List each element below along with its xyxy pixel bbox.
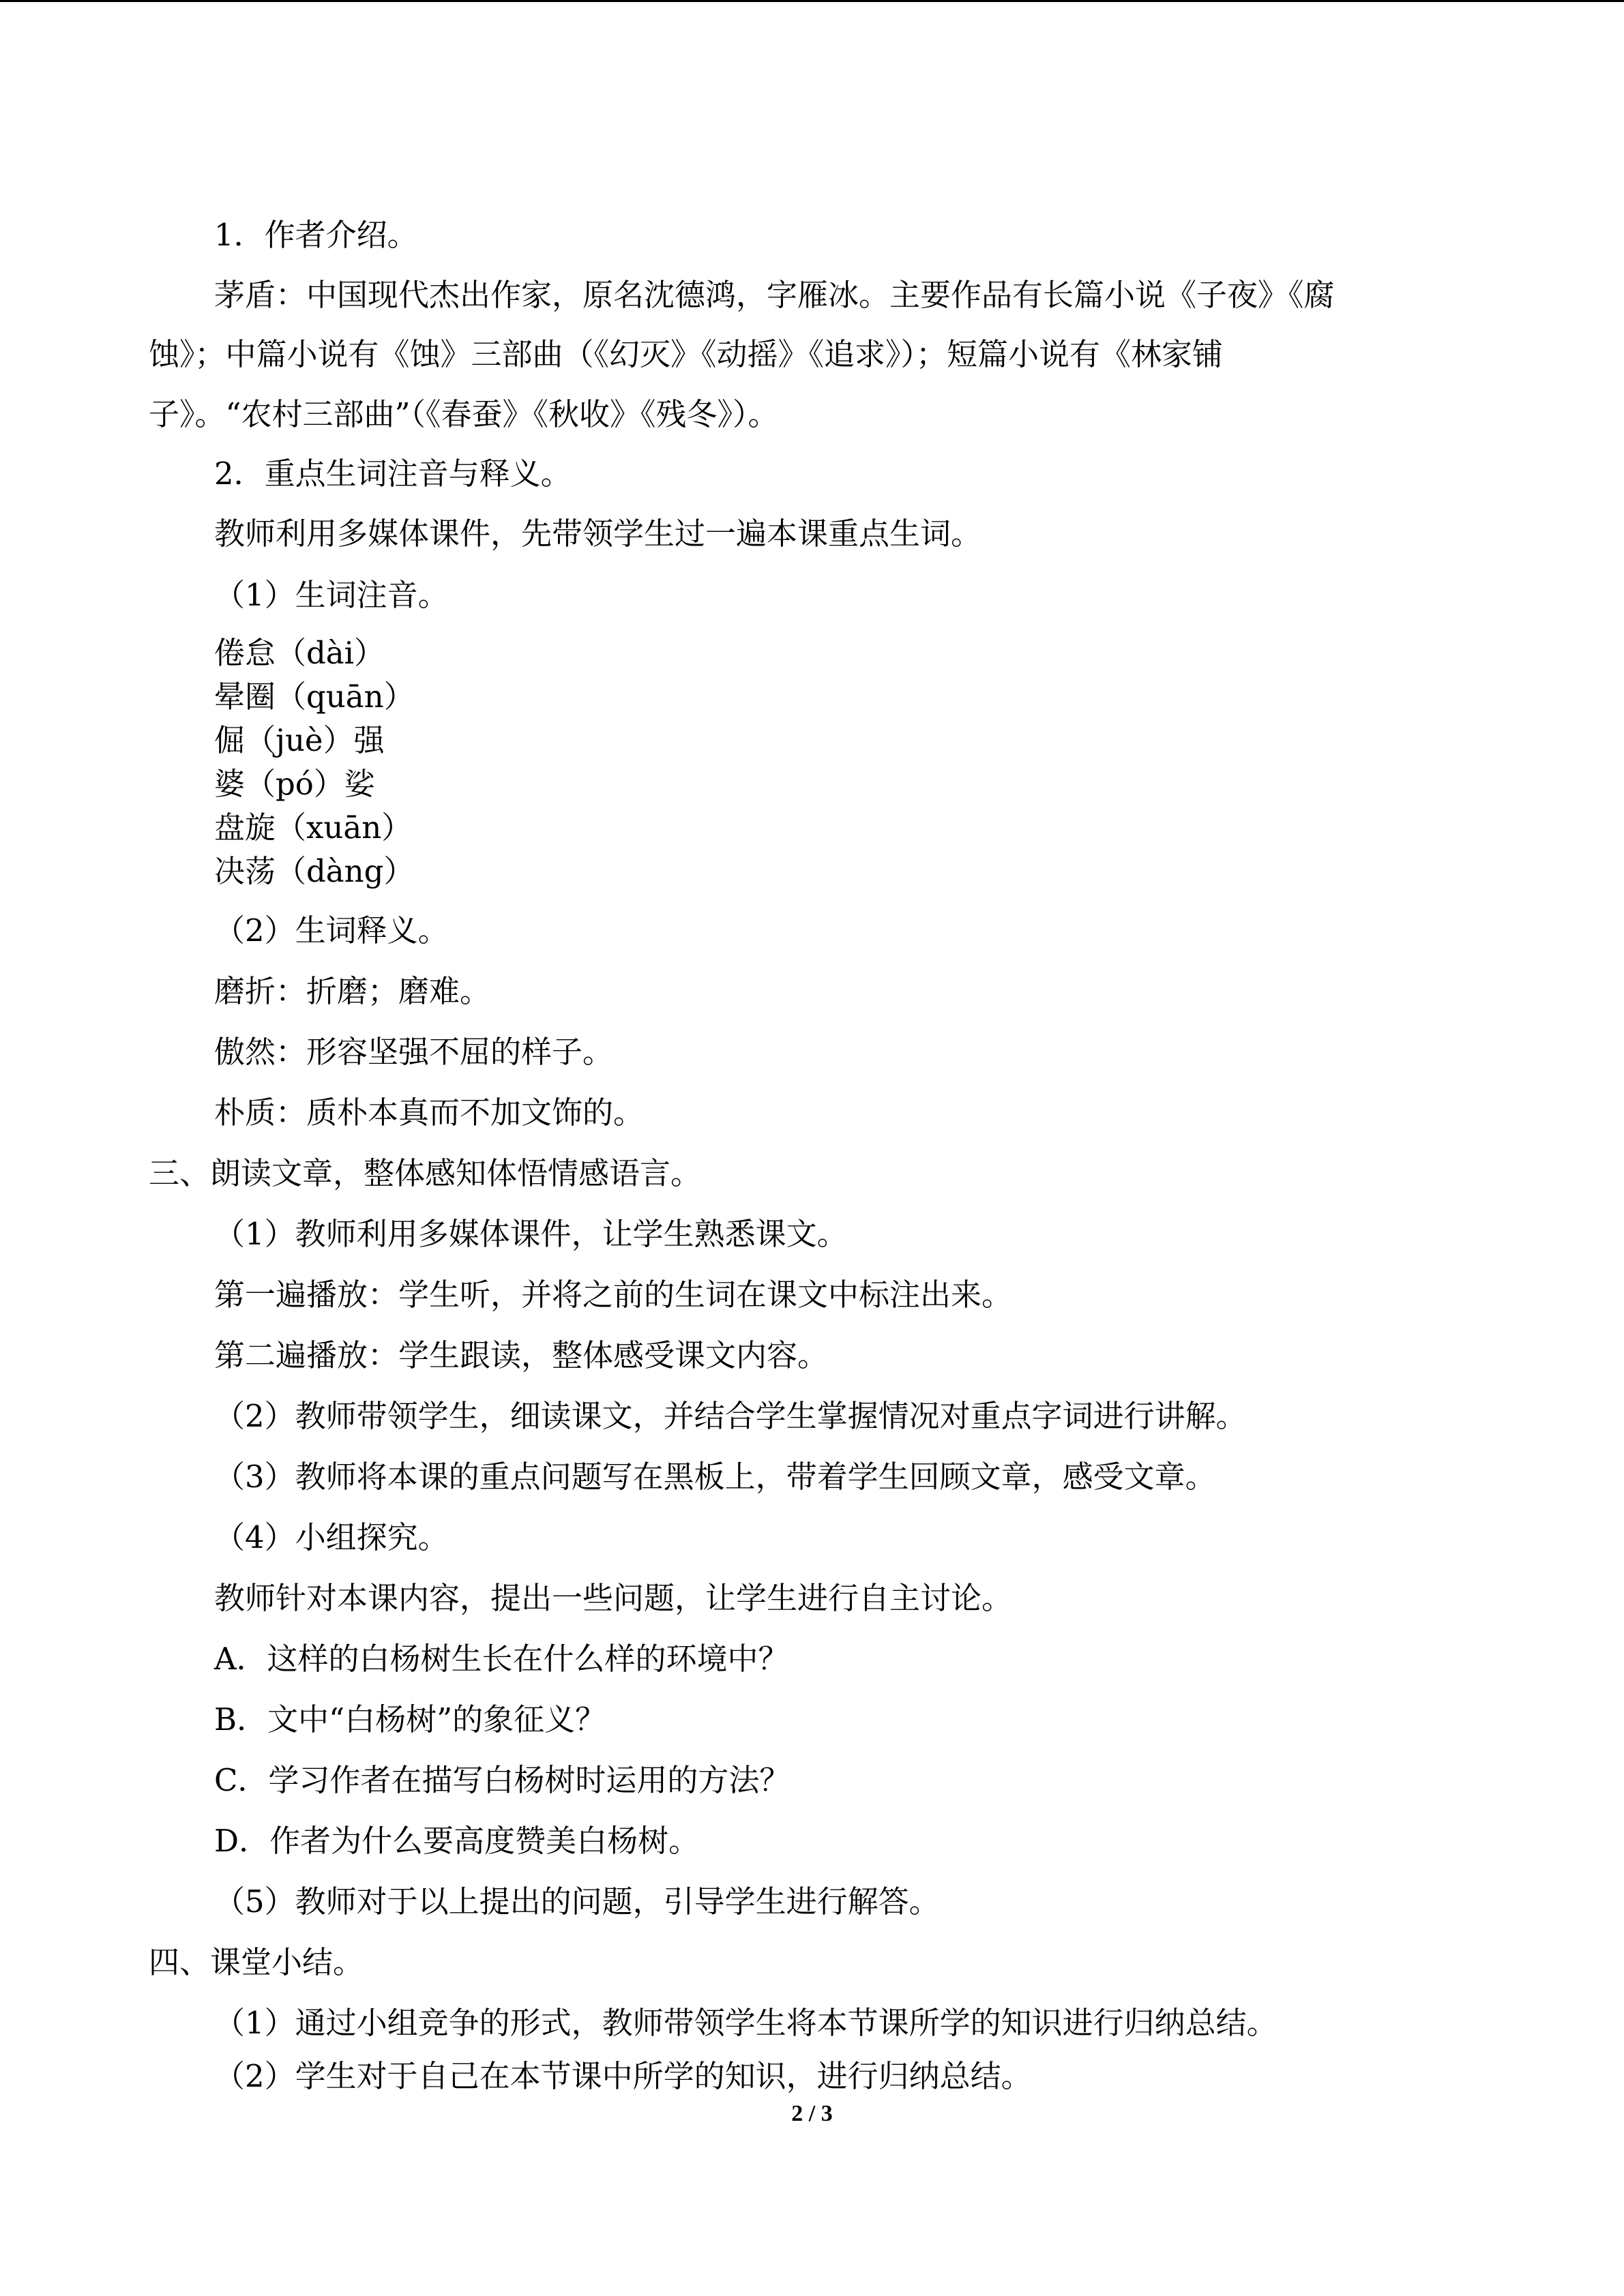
text-line: 磨折：折磨；磨难。 [214,973,491,1009]
text-line: 教师针对本课内容，提出一些问题，让学生进行自主讨论。 [214,1580,1013,1616]
pinyin-line: 晕圈（quān） [214,679,415,715]
text-line: （4）小组探究。 [214,1519,449,1555]
question-item: B．文中“白杨树”的象征义？ [214,1701,606,1738]
section-heading: 三、朗读文章，整体感知体悟情感语言。 [149,1155,702,1191]
pinyin-line: 倔（juè）强 [214,722,385,758]
text-line: （2）教师带领学生，细读课文，并结合学生掌握情况对重点字词进行讲解。 [214,1398,1247,1434]
text-line: 1．作者介绍。 [214,217,418,253]
text-line: 第二遍播放：学生跟读，整体感受课文内容。 [214,1337,829,1373]
question-item: C．学习作者在描写白杨树时运用的方法？ [214,1762,791,1798]
question-item: A．这样的白杨树生长在什么样的环境中？ [214,1641,789,1677]
text-line: （1）教师利用多媒体课件，让学生熟悉课文。 [214,1216,848,1252]
section-heading: 四、课堂小结。 [149,1944,364,1980]
text-line: 2．重点生词注音与释义。 [214,456,572,492]
page-top-border [0,0,1624,2]
text-line: 朴质：质朴本真而不加文饰的。 [214,1094,645,1131]
text-line: （5）教师对于以上提出的问题，引导学生进行解答。 [214,1883,940,1920]
text-line: （2）学生对于自己在本节课中所学的知识，进行归纳总结。 [214,2058,1032,2094]
pinyin-line: 盘旋（xuān） [214,809,413,846]
text-line: 第一遍播放：学生听，并将之前的生词在课文中标注出来。 [214,1277,1013,1313]
text-line: 傲然：形容坚强不屈的样子。 [214,1034,614,1070]
text-line: 蚀》；中篇小说有《蚀》三部曲（《幻灭》《动摇》《追求》）；短篇小说有《林家铺 [149,336,1224,372]
text-line: （2）生词释义。 [214,912,449,949]
text-line: （1）生词注音。 [214,577,449,613]
text-line: 茅盾：中国现代杰出作家，原名沈德鸿，字雁冰。主要作品有长篇小说《子夜》《腐 [214,277,1335,313]
text-line: 教师利用多媒体课件，先带领学生过一遍本课重点生词。 [214,516,982,552]
pinyin-line: 婆（pó）娑 [214,766,375,802]
text-line: （1）通过小组竞争的形式，教师带领学生将本节课所学的知识进行归纳总结。 [214,2005,1278,2041]
text-line: （3）教师将本课的重点问题写在黑板上，带着学生回顾文章，感受文章。 [214,1459,1216,1495]
text-line: 子》。“农村三部曲”（《春蚕》《秋收》《残冬》）。 [149,396,779,432]
pinyin-line: 倦怠（dài） [214,635,385,671]
question-item: D．作者为什么要高度赞美白杨树。 [214,1823,700,1859]
pinyin-line: 决荡（dàng） [214,853,415,889]
page-number: 2 / 3 [791,2101,833,2126]
